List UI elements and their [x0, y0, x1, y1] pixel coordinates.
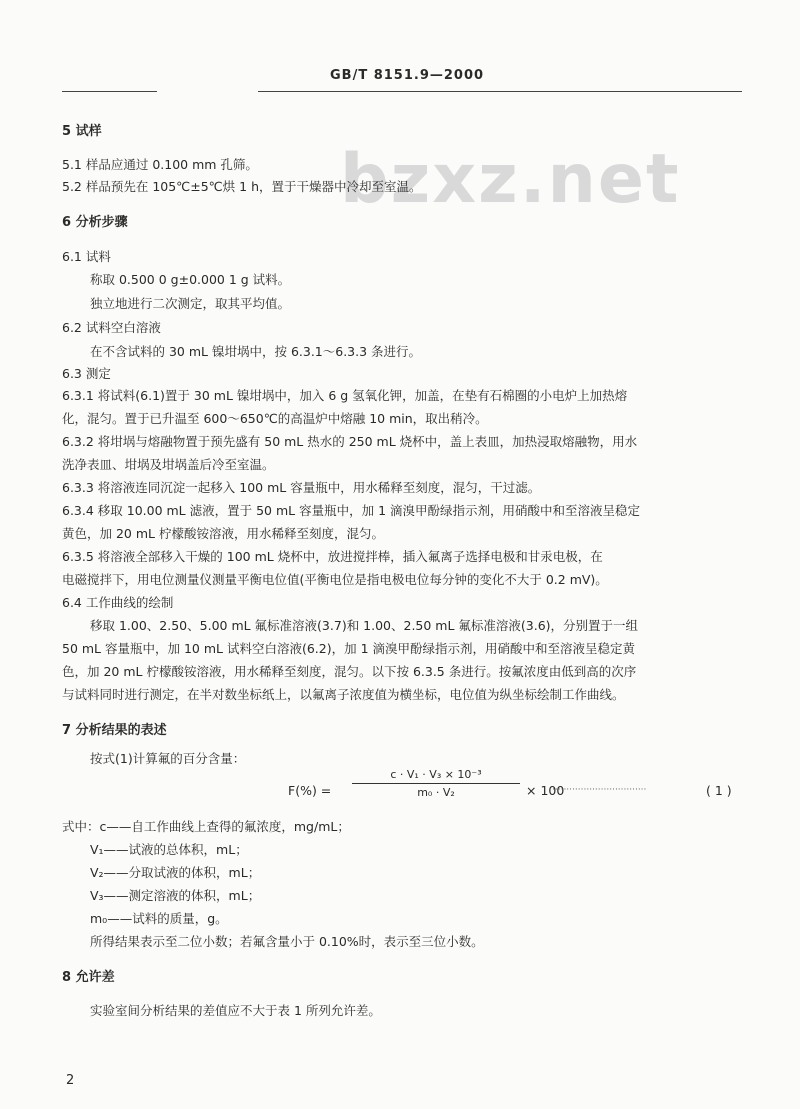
- where-v3: V₃——测定溶液的体积，mL；: [90, 888, 261, 903]
- header-rule-left: [62, 91, 157, 92]
- formula-lhs: F(%) =: [288, 783, 332, 798]
- page-number: 2: [66, 1073, 75, 1088]
- where-c: 式中：c——自工作曲线上查得的氟浓度，mg/mL；: [62, 819, 350, 834]
- formula-intro: 按式(1)计算氟的百分含量：: [90, 751, 246, 766]
- formula-numerator: c · V₁ · V₃ × 10⁻³: [352, 768, 520, 784]
- formula-number: ( 1 ): [706, 783, 732, 798]
- clause-6-3-4-line-1: 6.3.4 移取 10.00 mL 滤液，置于 50 mL 容量瓶中，加 1 滴溴甲酚绿指示剂，用硝酸中和至溶液呈稳定: [62, 503, 640, 518]
- section-6-heading: 6 分析步骤: [62, 215, 128, 230]
- clause-6-4-title: 6.4 工作曲线的绘制: [62, 595, 174, 610]
- clause-6-4-line-1: 移取 1.00、2.50、5.00 mL 氟标准溶液(3.7)和 1.00、2.50 mL 氟标准溶液(3.6)，分别置于一组: [90, 618, 639, 633]
- section-5-heading: 5 试样: [62, 124, 102, 139]
- clause-6-2-title: 6.2 试料空白溶液: [62, 320, 161, 335]
- tolerance-text: 实验室间分析结果的差值应不大于表 1 所列允许差。: [90, 1003, 381, 1018]
- clause-6-3-2-line-2: 洗净表皿、坩埚及坩埚盖后冷至室温。: [62, 457, 275, 472]
- where-m0: m₀——试料的质量，g。: [90, 911, 228, 926]
- clause-6-2-line-1: 在不含试料的 30 mL 镍坩埚中，按 6.3.1～6.3.3 条进行。: [90, 344, 422, 359]
- clause-6-3-1-line-2: 化，混匀。置于已升温至 600～650℃的高温炉中熔融 10 min，取出稍冷。: [62, 411, 488, 426]
- header-rule-right: [258, 91, 742, 92]
- formula-multiplier: × 100: [526, 783, 565, 798]
- clause-6-4-line-2: 50 mL 容量瓶中，加 10 mL 试料空白溶液(6.2)，加 1 滴溴甲酚绿指示剂，用硝酸中和至溶液呈稳定黄: [62, 641, 635, 656]
- clause-6-3-2-line-1: 6.3.2 将坩埚与熔融物置于预先盛有 50 mL 热水的 250 mL 烧杯中，盖上表皿，加热浸取熔融物，用水: [62, 434, 638, 449]
- clause-6-3-5-line-2: 电磁搅拌下，用电位测量仪测量平衡电位值(平衡电位是指电极电位每分钟的变化不大于 0.2 mV)。: [62, 572, 608, 587]
- clause-6-4-line-4: 与试料同时进行测定，在半对数坐标纸上，以氟离子浓度值为横坐标，电位值为纵坐标绘制工作曲线。: [62, 687, 625, 702]
- clause-6-3-5-line-1: 6.3.5 将溶液全部移入干燥的 100 mL 烧杯中，放进搅拌棒，插入氟离子选择电极和甘汞电极，在: [62, 549, 603, 564]
- clause-6-3-title: 6.3 测定: [62, 366, 111, 381]
- formula-denominator: m₀ · V₂: [417, 786, 455, 799]
- section-7-heading: 7 分析结果的表述: [62, 723, 167, 738]
- standard-number: GB/T 8151.9—2000: [330, 68, 485, 83]
- clause-6-3-3-line-1: 6.3.3 将溶液连同沉淀一起移入 100 mL 容量瓶中，用水稀释至刻度，混匀，干过滤。: [62, 480, 541, 495]
- section-8-heading: 8 允许差: [62, 970, 115, 985]
- clause-6-1-line-2: 独立地进行二次测定，取其平均值。: [90, 296, 291, 311]
- clause-6-1-line-1: 称取 0.500 0 g±0.000 1 g 试料。: [90, 272, 291, 287]
- clause-5-2: 5.2 样品预先在 105℃±5℃烘 1 h，置于干燥器中冷却至室温。: [62, 179, 422, 194]
- where-v1: V₁——试液的总体积，mL；: [90, 842, 248, 857]
- clause-6-3-4-line-2: 黄色，加 20 mL 柠檬酸铵溶液，用水稀释至刻度，混匀。: [62, 526, 384, 541]
- formula-leader-dots: ·································: [552, 785, 647, 795]
- formula-fraction: [352, 768, 520, 799]
- watermark: bzxz.net: [340, 140, 681, 219]
- clause-6-4-line-3: 色，加 20 mL 柠檬酸铵溶液，用水稀释至刻度，混匀。以下按 6.3.5 条进行。按氟浓度由低到高的次序: [62, 664, 637, 679]
- rounding-rule: 所得结果表示至二位小数；若氟含量小于 0.10%时，表示至三位小数。: [90, 934, 484, 949]
- where-v2: V₂——分取试液的体积，mL；: [90, 865, 261, 880]
- clause-6-1-title: 6.1 试料: [62, 249, 111, 264]
- clause-5-1: 5.1 样品应通过 0.100 mm 孔筛。: [62, 157, 258, 172]
- clause-6-3-1-line-1: 6.3.1 将试料(6.1)置于 30 mL 镍坩埚中，加入 6 g 氢氧化钾，加盖，在垫有石棉圈的小电炉上加热熔: [62, 388, 628, 403]
